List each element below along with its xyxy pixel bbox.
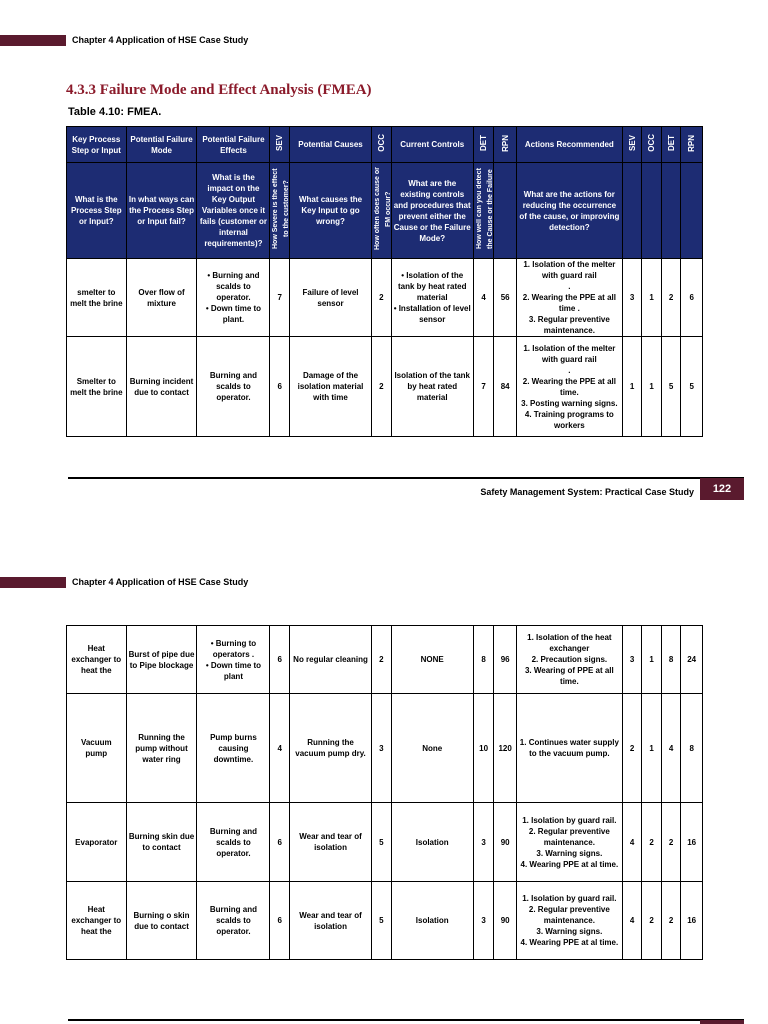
cell-causes: Wear and tear of isolation <box>289 803 371 882</box>
cell-sev: 6 <box>270 337 290 437</box>
question-occurrence: How often does cause or FM occur? <box>372 163 392 259</box>
col-header-rpn2: RPN <box>681 127 703 163</box>
cell-occ: 2 <box>372 337 392 437</box>
section-title: 4.3.3 Failure Mode and Effect Analysis (FMEA) <box>66 82 372 98</box>
cell-controls: Isolation of the tank by heat rated material <box>391 337 473 437</box>
question-failure-effects: What is the impact on the Key Output Variables once it fails (customer or internal requirements)? <box>197 163 270 259</box>
cell-actions: 1. Isolation of the melter with guard rail . 2. Wearing the PPE at all time. 3. Posting warning signs. 4. Training programs to workers <box>516 337 622 437</box>
cell-det: 3 <box>473 803 494 882</box>
cell-actions: 1. Isolation of the heat exchanger 2. Precaution signs. 3. Wearing of PPE at all time. <box>516 626 622 694</box>
cell-occ2: 2 <box>642 803 662 882</box>
cell-failure-effects: • Burning and scalds to operator. • Down time to plant. <box>197 259 270 337</box>
cell-rpn2: 24 <box>681 626 703 694</box>
cell-failure-mode: Burning o skin due to contact <box>126 882 197 960</box>
question-severity: How Severe is the effect to the customer? <box>270 163 290 259</box>
cell-occ2: 1 <box>642 626 662 694</box>
cell-sev2: 4 <box>622 882 642 960</box>
table-row <box>67 882 703 960</box>
cell-sev2: 3 <box>622 259 642 337</box>
cell-det: 10 <box>473 694 494 803</box>
cell-process-step: smelter to melt the brine <box>67 259 127 337</box>
cell-det2: 2 <box>661 882 681 960</box>
col-header-actions: Actions Recommended <box>516 127 622 163</box>
col-header-det2: DET <box>661 127 681 163</box>
col-header-failure-mode: Potential Failure Mode <box>126 127 197 163</box>
cell-sev: 6 <box>270 803 290 882</box>
cell-sev: 7 <box>270 259 290 337</box>
cell-causes: Failure of level sensor <box>289 259 371 337</box>
page-number: 122 <box>700 478 744 500</box>
cell-causes: No regular cleaning <box>289 626 371 694</box>
cell-rpn2: 16 <box>681 803 703 882</box>
cell-actions: 1. Isolation of the melter with guard rail . 2. Wearing the PPE at all time . 3. Regular preventive maintenance. <box>516 259 622 337</box>
fmea-table-page2 <box>66 625 703 960</box>
question-detection: How well can you detect the Cause or the Failure <box>473 163 494 259</box>
question-process-step: What is the Process Step or Input? <box>67 163 127 259</box>
question-sev2-blank <box>622 163 642 259</box>
cell-rpn: 96 <box>494 626 517 694</box>
header-accent-bar <box>0 577 66 588</box>
cell-det2: 4 <box>661 694 681 803</box>
cell-det: 8 <box>473 626 494 694</box>
cell-failure-effects: Pump burns causing downtime. <box>197 694 270 803</box>
footer-rule <box>68 1019 744 1021</box>
question-occ2-blank <box>642 163 662 259</box>
cell-rpn: 120 <box>494 694 517 803</box>
fmea-table-page1 <box>66 126 703 437</box>
table-row <box>67 626 703 694</box>
cell-sev2: 1 <box>622 337 642 437</box>
cell-failure-effects: Burning and scalds to operator. <box>197 882 270 960</box>
question-actions: What are the actions for reducing the occurrence of the cause, or improving detection? <box>516 163 622 259</box>
cell-causes: Damage of the isolation material with time <box>289 337 371 437</box>
table-row <box>67 259 703 337</box>
cell-rpn2: 6 <box>681 259 703 337</box>
question-rpn2-blank <box>681 163 703 259</box>
col-header-occ: OCC <box>372 127 392 163</box>
cell-rpn: 90 <box>494 803 517 882</box>
cell-sev2: 3 <box>622 626 642 694</box>
cell-process-step: Heat exchanger to heat the <box>67 626 127 694</box>
col-header-controls: Current Controls <box>391 127 473 163</box>
cell-rpn2: 16 <box>681 882 703 960</box>
cell-det: 3 <box>473 882 494 960</box>
question-rpn-blank <box>494 163 517 259</box>
cell-failure-mode: Burning incident due to contact <box>126 337 197 437</box>
cell-occ: 2 <box>372 626 392 694</box>
table-row <box>67 803 703 882</box>
question-failure-mode: In what ways can the Process Step or Input fail? <box>126 163 197 259</box>
header-accent-bar <box>0 35 66 46</box>
cell-failure-mode: Burst of pipe due to Pipe blockage <box>126 626 197 694</box>
cell-det: 7 <box>473 337 494 437</box>
chapter-header: Chapter 4 Application of HSE Case Study <box>72 35 249 45</box>
col-header-sev2: SEV <box>622 127 642 163</box>
col-header-failure-effects: Potential Failure Effects <box>197 127 270 163</box>
cell-sev2: 4 <box>622 803 642 882</box>
table-caption: Table 4.10: FMEA. <box>68 106 162 118</box>
cell-process-step: Evaporator <box>67 803 127 882</box>
cell-occ2: 2 <box>642 882 662 960</box>
cell-failure-mode: Over flow of mixture <box>126 259 197 337</box>
cell-det: 4 <box>473 259 494 337</box>
cell-rpn: 90 <box>494 882 517 960</box>
cell-det2: 2 <box>661 259 681 337</box>
cell-causes: Running the vacuum pump dry. <box>289 694 371 803</box>
col-header-det: DET <box>473 127 494 163</box>
cell-failure-effects: Burning and scalds to operator. <box>197 803 270 882</box>
cell-process-step: Heat exchanger to heat the <box>67 882 127 960</box>
cell-rpn2: 5 <box>681 337 703 437</box>
cell-actions: 1. Isolation by guard rail. 2. Regular preventive maintenance. 3. Warning signs. 4. Wearing PPE at al time. <box>516 882 622 960</box>
cell-controls: • Isolation of the tank by heat rated material • Installation of level sensor <box>391 259 473 337</box>
col-header-process-step: Key Process Step or Input <box>67 127 127 163</box>
question-causes: What causes the Key Input to go wrong? <box>289 163 371 259</box>
footer-rule <box>68 477 744 479</box>
col-header-causes: Potential Causes <box>289 127 371 163</box>
cell-det2: 5 <box>661 337 681 437</box>
cell-rpn: 84 <box>494 337 517 437</box>
page-number-tab <box>700 1020 744 1024</box>
question-controls: What are the existing controls and procedures that prevent either the Cause or the Failure Mode? <box>391 163 473 259</box>
col-header-sev: SEV <box>270 127 290 163</box>
cell-actions: 1. Continues water supply to the vacuum pump. <box>516 694 622 803</box>
cell-rpn: 56 <box>494 259 517 337</box>
cell-sev: 6 <box>270 882 290 960</box>
cell-occ: 3 <box>372 694 392 803</box>
cell-occ: 5 <box>372 882 392 960</box>
cell-actions: 1. Isolation by guard rail. 2. Regular preventive maintenance. 3. Warning signs. 4. Wearing PPE at al time. <box>516 803 622 882</box>
cell-process-step: Smelter to melt the brine <box>67 337 127 437</box>
chapter-header: Chapter 4 Application of HSE Case Study <box>72 577 249 587</box>
question-det2-blank <box>661 163 681 259</box>
cell-det2: 8 <box>661 626 681 694</box>
cell-sev: 4 <box>270 694 290 803</box>
cell-controls: Isolation <box>391 882 473 960</box>
table-row <box>67 694 703 803</box>
col-header-rpn: RPN <box>494 127 517 163</box>
cell-failure-effects: • Burning to operators . • Down time to plant <box>197 626 270 694</box>
cell-occ2: 1 <box>642 259 662 337</box>
cell-occ2: 1 <box>642 337 662 437</box>
cell-failure-effects: Burning and scalds to operator. <box>197 337 270 437</box>
table-row <box>67 337 703 437</box>
cell-causes: Wear and tear of isolation <box>289 882 371 960</box>
cell-occ: 5 <box>372 803 392 882</box>
footer-text: Safety Management System: Practical Case Study <box>480 487 694 497</box>
cell-process-step: Vacuum pump <box>67 694 127 803</box>
cell-failure-mode: Burning skin due to contact <box>126 803 197 882</box>
cell-rpn2: 8 <box>681 694 703 803</box>
cell-occ2: 1 <box>642 694 662 803</box>
cell-det2: 2 <box>661 803 681 882</box>
cell-sev: 6 <box>270 626 290 694</box>
cell-sev2: 2 <box>622 694 642 803</box>
cell-controls: NONE <box>391 626 473 694</box>
cell-controls: Isolation <box>391 803 473 882</box>
cell-occ: 2 <box>372 259 392 337</box>
cell-failure-mode: Running the pump without water ring <box>126 694 197 803</box>
col-header-occ2: OCC <box>642 127 662 163</box>
cell-controls: None <box>391 694 473 803</box>
